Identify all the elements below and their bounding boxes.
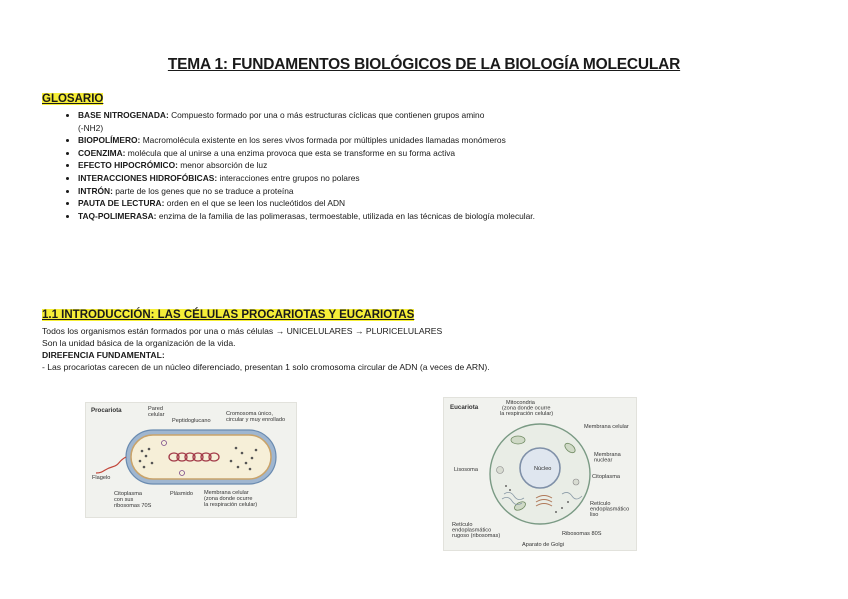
glossary-item (78, 134, 598, 147)
eukaryote-title: Eucariota (450, 404, 479, 411)
label-membrana-nuclear: Membrana nuclear (594, 452, 621, 464)
glossary-item (78, 159, 598, 172)
glossary-item (78, 109, 598, 134)
difference-heading: DIREFENCIA FUNDAMENTAL: (42, 350, 165, 360)
glossary-definition: interacciones entre grupos no polares (219, 172, 360, 183)
glossary-term: INTRÓN: (78, 185, 113, 196)
glossary-list (62, 109, 598, 222)
flagellum-shape (96, 457, 126, 473)
lysosome-shape (497, 467, 504, 474)
label-mitocondria: Mitocondria (zona donde ocurre la respiración celular) (500, 400, 554, 417)
prokaryote-title: Procariota (91, 407, 122, 414)
glossary-term: EFECTO HIPOCRÓMICO: (78, 160, 178, 171)
prokaryote-figure (85, 402, 297, 518)
eukaryote-figure (443, 397, 637, 551)
glossary-definition: orden en el que se leen los nucleótidos del ADN (166, 198, 346, 209)
mitochondria-shape (511, 436, 525, 444)
label-pared: Pared celular (148, 406, 165, 418)
intro-line: Todos los organismos están formados por una o más células → UNICELULARES → PLURICELULARES (42, 326, 443, 336)
glossary-term: BASE NITROGENADA: (78, 110, 169, 120)
label-nucleo: Núcleo (534, 466, 552, 472)
label-citoplasma-euk: Citoplasma (592, 474, 620, 480)
label-citoplasma: Citoplasma con sus ribosomas 70S (114, 491, 152, 509)
label-flagelo: Flagelo (92, 475, 111, 481)
section-heading: 1.1 INTRODUCCIÓN: LAS CÉLULAS PROCARIOTAS Y EUCARIOTAS (42, 309, 415, 321)
label-cromosoma: Cromosoma único, circular y muy enrollado (226, 411, 286, 423)
glossary-definition: parte de los genes que no se traduce a proteína (115, 185, 294, 196)
label-reticulo-rugoso: Retículo endoplasmático rugoso (ribosomas) (452, 522, 501, 539)
glossary-item (78, 185, 598, 198)
label-lisosoma: Lisosoma (454, 467, 478, 473)
label-golgi: Aparato de Golgi (522, 542, 564, 548)
glossary-item (78, 197, 598, 210)
label-peptidoglucano: Peptidoglucano (172, 418, 211, 424)
glossary-definition-cont: (-NH2) (78, 122, 104, 133)
glossary-item (78, 172, 598, 185)
glossary-term: INTERACCIONES HIDROFÓBICAS: (78, 172, 218, 183)
label-ribosomas: Ribosomas 80S (562, 531, 602, 537)
page-title: TEMA 1: FUNDAMENTOS BIOLÓGICOS DE LA BIOLOGÍA MOLECULAR (167, 56, 681, 73)
glossary-definition: molécula que al unirse a una enzima provoca que esta se transforme en su forma activa (127, 147, 456, 158)
glossary-heading: GLOSARIO (42, 93, 104, 105)
glossary-definition: Macromolécula existente en los seres vivos formada por múltiples unidades llamadas monómeros (142, 135, 506, 146)
difference-text: - Las procariotas carecen de un núcleo diferenciado, presentan 1 solo cromosoma circular de ADN (a veces de ARN). (42, 362, 490, 372)
glossary-term: COENZIMA: (78, 147, 126, 158)
lysosome-shape (573, 479, 579, 485)
label-membrana: Membrana celular (zona donde ocurre la respiración celular) (204, 490, 258, 508)
glossary-term: BIOPOLÍMERO: (78, 135, 141, 146)
glossary-definition: enzima de la familia de las polimerasas, termoestable, utilizada en las técnicas de biología molecular. (158, 210, 535, 221)
glossary-item (78, 210, 598, 223)
glossary-term: PAUTA DE LECTURA: (78, 198, 165, 209)
label-membrana-celular: Membrana celular (584, 424, 629, 430)
label-reticulo-liso: Retículo endoplasmático liso (590, 501, 630, 518)
glossary-term: TAQ-POLIMERASA: (78, 210, 157, 221)
glossary-definition: menor absorción de luz (180, 160, 268, 171)
label-plasmido: Plásmido (170, 491, 194, 497)
glossary-definition: Compuesto formado por una o más estructuras cíclicas que contienen grupos amino (171, 110, 485, 120)
intro-line: Son la unidad básica de la organización de la vida. (42, 338, 236, 348)
glossary-item (78, 147, 598, 160)
